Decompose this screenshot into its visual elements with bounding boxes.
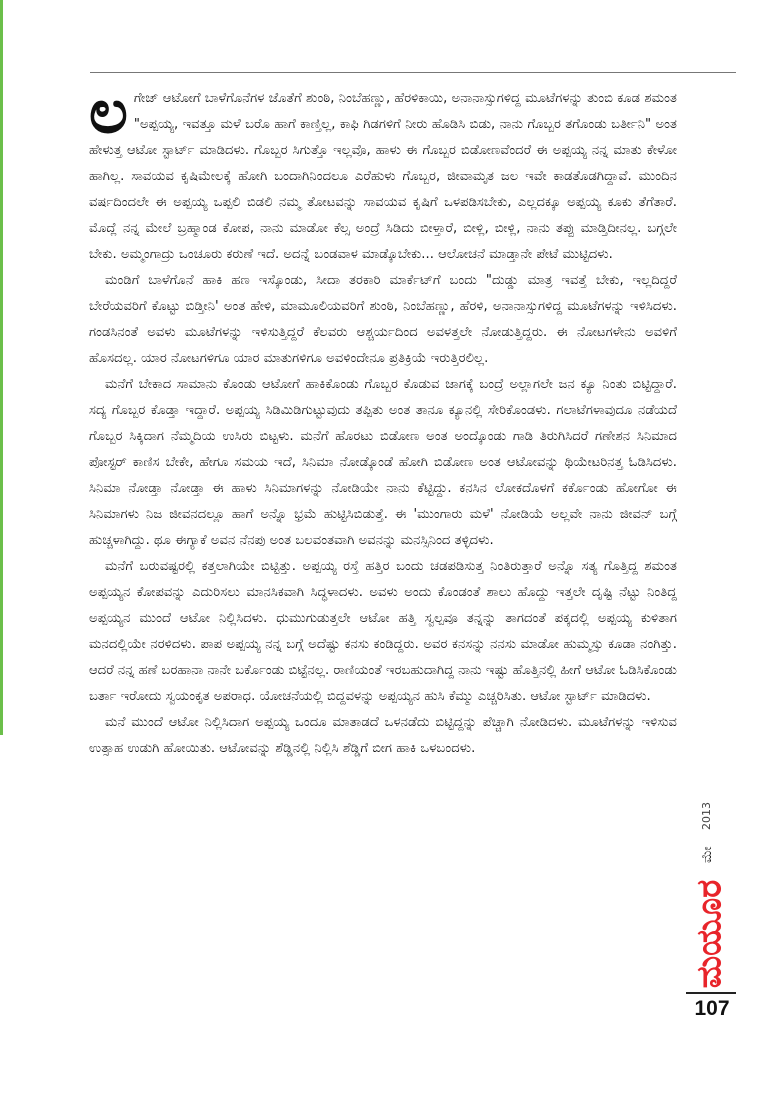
top-rule [90, 72, 736, 73]
drop-cap: ಲ [89, 77, 128, 147]
paragraph-5: ಮನೆ ಮುಂದೆ ಆಟೋ ನಿಲ್ಲಿಸಿದಾಗ ಅಪ್ಪಯ್ಯ ಒಂದೂ ಮಾತಾಡದೆ ಒಳನಡೆದು ಬಿಟ್ಟಿದ್ದನ್ನು ಪೆಚ್ಚಾಗಿ ನೋಡಿದಳು. ಮೂಟೆಗಳನ್ನು ಇಳಿಸುವ ಉತ್ಸಾಹ ಉಡುಗಿ ಹೋಯಿತು. ಆಟೋವನ್ನು ಶೆಡ್ಡಿನಲ್ಲಿ ನಿಲ್ಲಿಸಿ ಶೆಡ್ಡಿಗೆ ಬೀಗ ಹಾಕಿ ಒಳಬಂದಳು. [89, 715, 677, 756]
paragraph-1 [89, 77, 677, 268]
issue-month: ಮೇ [700, 846, 715, 864]
paragraph-2: ಮಂಡಿಗೆ ಬಾಳೆಗೊನೆ ಹಾಕಿ ಹಣ ಇಸ್ಕೊಂಡು, ಸೀದಾ ತರಕಾರಿ ಮಾರ್ಕೆಟ್‌ಗೆ ಬಂದು "ದುಡ್ಡು ಮಾತ್ರ ಇವತ್ತೆ ಬೇಕು, ಇಲ್ಲದಿದ್ದರೆ ಬೇರೆಯವರಿಗೆ ಕೊಟ್ಟು ಬಿಡ್ತೀನಿ' ಅಂತ ಹೇಳಿ, ಮಾಮೂಲಿಯವರಿಗೆ ಶುಂಠಿ, ನಿಂಬೆಹಣ್ಣು, ಹೆರಳಿ, ಅನಾನಾಸ್ಸುಗಳಿದ್ದ ಮೂಟೆಗಳನ್ನು ಇಳಿಸಿದಳು. ಗಂಡಸಿನಂತೆ ಅವಳು ಮೂಟೆಗಳನ್ನು ಇಳಿಸುತ್ತಿದ್ದರೆ ಕೆಲವರು ಆಶ್ಚರ್ಯದಿಂದ ಅವಳತ್ತಲೇ ನೋಡುತ್ತಿದ್ದರು. ಈ ನೋಟಗಳೇನು ಅವಳಿಗೆ ಹೊಸದಲ್ಲ. ಯಾರ ನೋಟಗಳಿಗೂ ಯಾರ ಮಾತುಗಳಿಗೂ ಅವಳಿಂದೇನೂ ಪ್ರತಿಕ್ರಿಯೆ ಇರುತ್ತಿರಲಿಲ್ಲ. [89, 273, 677, 366]
paragraph-3: ಮನೆಗೆ ಬೇಕಾದ ಸಾಮಾನು ಕೊಂಡು ಆಟೋಗೆ ಹಾಕಿಕೊಂಡು ಗೊಬ್ಬರ ಕೊಡುವ ಜಾಗಕ್ಕೆ ಬಂದ್ರೆ ಅಲ್ಲಾಗಲೇ ಜನ ಕ್ಯೂ ನಿಂತು ಬಿಟ್ಟಿದ್ದಾರೆ. ಸದ್ಯ ಗೊಬ್ಬರ ಕೊಡ್ತಾ ಇದ್ದಾರೆ. ಅಪ್ಪಯ್ಯ ಸಿಡಿಮಿಡಿಗುಟ್ಟುವುದು ತಪ್ಪಿತು ಅಂತ ತಾನೂ ಕ್ಯೂನಲ್ಲಿ ಸೇರಿಕೊಂಡಳು. ಗಲಾಟೆಗಳಾವುದೂ ನಡೆಯದೆ ಗೊಬ್ಬರ ಸಿಕ್ಕಿದಾಗ ನೆಮ್ಮದಿಯ ಉಸಿರು ಬಿಟ್ಟಳು. ಮನೆಗೆ ಹೊರಟು ಬಿಡೋಣ ಅಂತ ಅಂದ್ಕೊಂಡು ಗಾಡಿ ತಿರುಗಿಸಿದರೆ ಗಣೇಶನ ಸಿನಿಮಾದ ಪೋಸ್ಟರ್ ಕಾಣಿಸ ಬೇಕೇ, ಹೇಗೂ ಸಮಯ ಇದೆ, ಸಿನಿಮಾ ನೋಡ್ಕೊಂಡೆ ಹೋಗಿ ಬಿಡೋಣ ಅಂತ ಆಟೋವನ್ನು ಥಿಯೇಟರಿನತ್ತ ಓಡಿಸಿದಳು. ಸಿನಿಮಾ ನೋಡ್ತಾ ನೋಡ್ತಾ ಈ ಹಾಳು ಸಿನಿಮಾಗಳನ್ನು ನೋಡಿಯೇ ನಾನು ಕೆಟ್ಟಿದ್ದು. ಕನಸಿನ ಲೋಕದೊಳಗೆ ಕರ್ಕೊಂಡು ಹೋಗೋ ಈ ಸಿನಿಮಾಗಳು ನಿಜ ಜೀವನದಲ್ಲೂ ಹಾಗೆ ಅನ್ನೊ ಭ್ರಮೆ ಹುಟ್ಟಿಸಿಬಿಡುತ್ತೆ. ಈ 'ಮುಂಗಾರು ಮಳೆ' ನೋಡಿಯೆ ಅಲ್ಲವೇ ನಾನು ಜೀವನ್ ಬಗ್ಗೆ ಹುಚ್ಚಳಾಗಿದ್ದು. ಥೂ ಈಗ್ಯಾಕೆ ಅವನ ನೆನಪು ಅಂತ ಬಲವಂತವಾಗಿ ಅವನನ್ನು ಮನಸ್ಸಿನಿಂದ ತಳ್ಳಿದಳು. [89, 377, 677, 548]
paragraph-4: ಮನೆಗೆ ಬರುವಷ್ಟರಲ್ಲಿ ಕತ್ತಲಾಗಿಯೇ ಬಿಟ್ಟಿತ್ತು. ಅಪ್ಪಯ್ಯ ರಸ್ತೆ ಹತ್ತಿರ ಬಂದು ಚಡಪಡಿಸುತ್ತ ನಿಂತಿರುತ್ತಾರೆ ಅನ್ನೊ ಸತ್ಯ ಗೊತ್ತಿದ್ದ ಶಮಂತ ಅಪ್ಪಯ್ಯನ ಕೋಪವನ್ನು ಎದುರಿಸಲು ಮಾನಸಿಕವಾಗಿ ಸಿದ್ಧಳಾದಳು. ಅವಳು ಅಂದು ಕೊಂಡಂತೆ ಶಾಲು ಹೊದ್ದು ಇತ್ತಲೇ ದೃಷ್ಟಿ ನೆಟ್ಟು ನಿಂತಿದ್ದ ಅಪ್ಪಯ್ಯನ ಮುಂದೆ ಆಟೋ ನಿಲ್ಲಿಸಿದಳು. ಧುಮುಗುಡುತ್ತಲೇ ಆಟೋ ಹತ್ತಿ ಸ್ವಲ್ಪವೂ ತನ್ನನ್ನು ತಾಗದಂತೆ ಪಕ್ಕದಲ್ಲಿ ಅಪ್ಪಯ್ಯ ಕುಳಿತಾಗ ಮನದಲ್ಲಿಯೇ ನರಳಿದಳು. ಪಾಪ ಅಪ್ಪಯ್ಯ ನನ್ನ ಬಗ್ಗೆ ಅದೆಷ್ಟು ಕನಸು ಕಂಡಿದ್ದರು. ಅವರ ಕನಸನ್ನು ನನಸು ಮಾಡೋ ಹುಮ್ಮಸ್ಸು ಕೂಡಾ ನಂಗಿತ್ತು. ಆದರೆ ನನ್ನ ಹಣೆ ಬರಹಾನಾ ನಾನೇ ಬರ್ಕೊಂಡು ಬಿಟ್ಟೆನಲ್ಲ. ರಾಣಿಯಂತೆ ಇರಬಹುದಾಗಿದ್ದ ನಾನು ಇಷ್ಟು ಹೊತ್ತಿನಲ್ಲಿ ಹೀಗೆ ಆಟೋ ಓಡಿಸಿಕೊಂಡು ಬರ್ತಾ ಇರೋದು ಸ್ವಯಂಕೃತ ಅಪರಾಧ. ಯೋಚನೆಯಲ್ಲಿ ಬಿದ್ದವಳನ್ನು ಅಪ್ಪಯ್ಯನ ಹುಸಿ ಕೆಮ್ಮು ಎಚ್ಚರಿಸಿತು. ಆಟೋ ಸ್ಟಾರ್ಟ್ ಮಾಡಿದಳು. [89, 559, 677, 704]
page-number: 107 [694, 997, 730, 1020]
paragraph-1-text: ಗೇಜ್ ಆಟೋಗೆ ಬಾಳೆಗೊನೆಗಳ ಜೊತೆಗೆ ಶುಂಠಿ, ನಿಂಬೆಹಣ್ಣು, ಹೆರಳಿಕಾಯಿ, ಅನಾನಾಸ್ಸುಗಳಿದ್ದ ಮೂಟೆಗಳನ್ನು ತುಂಬಿ ಕೂಡ ಶಮಂತ "ಅಪ್ಪಯ್ಯ, ಇವತ್ತೂ ಮಳೆ ಬರೊ ಹಾಗೆ ಕಾಣ್ತಿಲ್ಲ, ಕಾಫಿ ಗಿಡಗಳಿಗೆ ನೀರು ಹೊಡಿಸಿ ಬಿಡು, ನಾನು ಗೊಬ್ಬರ ತಗೊಂಡು ಬರ್ತೀನಿ" ಅಂತ ಹೇಳುತ್ತ ಆಟೋ ಸ್ಟಾರ್ಟ್ ಮಾಡಿದಳು. ಗೊಬ್ಬರ ಸಿಗುತ್ತೊ ಇಲ್ಲವೊ, ಹಾಳು ಈ ಗೊಬ್ಬರ ಬಿಡೋಣವೆಂದರೆ ಈ ಅಪ್ಪಯ್ಯ ನನ್ನ ಮಾತು ಕೇಳೋ ಹಾಗಿಲ್ಲ. ಸಾವಯವ ಕೃಷಿಮೇಲಕ್ಕೆ ಹೋಗಿ ಬಂದಾಗಿನಿಂದಲೂ ಎರೆಹುಳು ಗೊಬ್ಬರ, ಜೀವಾಮೃತ ಜಲ ಇವೇ ಕಾಡತೊಡಗಿದ್ದಾವೆ. ಮುಂದಿನ ವರ್ಷದಿಂದಲೇ ಈ ಅಪ್ಪಯ್ಯ ಒಪ್ಪಲಿ ಬಿಡಲಿ ನಮ್ಮ ತೋಟವನ್ನು ಸಾವಯವ ಕೃಷಿಗೆ ಒಳಪಡಿಸಬೇಕು, ಎಲ್ಲದಕ್ಕೂ ಅಪ್ಪಯ್ಯ ಕೂಕು ತೆಗೆತಾರೆ. ಮೊದ್ಲೆ ನನ್ನ ಮೇಲೆ ಬ್ರಹ್ಮಾಂಡ ಕೋಪ, ನಾನು ಮಾಡೋ ಕೆಲ್ಸ ಅಂದ್ರೆ ಸಿಡಿದು ಬೀಳ್ತಾರೆ, ಬೀಳ್ಲಿ, ಬೀಳ್ಲಿ, ನಾನು ತಪ್ಪು ಮಾಡ್ತಿದೀನಲ್ಲ. ಬಗ್ಗಲೇ ಬೇಕು. ಅಮ್ಮಂಗಾದ್ರು ಒಂಚೂರು ಕರುಣೆ ಇದೆ. ಅದನ್ನೆ ಬಂಡವಾಳ ಮಾಡ್ಕೊಬೇಕು... ಆಲೋಚನೆ ಮಾಡ್ತಾನೇ ಪೇಟೆ ಮುಟ್ಟಿದಳು. [89, 91, 677, 262]
article-body [89, 77, 677, 762]
page-number-rule [686, 992, 736, 994]
left-margin-rule [0, 0, 3, 735]
issue-year: 2013 [700, 802, 713, 830]
magazine-logo [686, 880, 736, 988]
svg-text:ಮಯೂರ: ಮಯೂರ [689, 880, 730, 988]
